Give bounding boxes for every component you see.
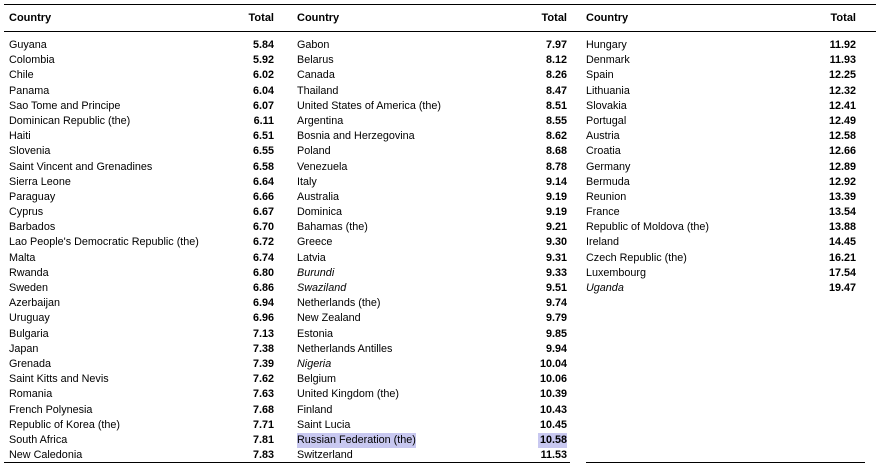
country-name: Saint Vincent and Grenadines bbox=[9, 160, 153, 173]
country-total: 10.39 bbox=[539, 388, 567, 401]
table-row bbox=[297, 448, 567, 463]
country-total: 7.97 bbox=[545, 39, 567, 51]
country-total: 6.64 bbox=[252, 175, 274, 188]
table-row bbox=[586, 220, 856, 235]
country-total: 8.78 bbox=[545, 160, 567, 173]
country-name: Thailand bbox=[297, 84, 339, 97]
country-name: Luxembourg bbox=[586, 266, 647, 279]
country-name: Lao People's Democratic Republic (the) bbox=[9, 236, 199, 249]
country-name: Rwanda bbox=[9, 266, 49, 279]
country-total: 6.72 bbox=[252, 236, 274, 249]
country-name: United States of America (the) bbox=[297, 99, 442, 112]
table-row bbox=[9, 418, 274, 433]
country-name: Chile bbox=[9, 69, 34, 82]
country-total: 17.54 bbox=[828, 266, 856, 279]
top-rule bbox=[4, 4, 876, 5]
country-total: 9.79 bbox=[545, 312, 567, 325]
rows bbox=[586, 38, 856, 296]
table-row bbox=[586, 129, 856, 144]
table-row bbox=[297, 129, 567, 144]
country-name: Colombia bbox=[9, 54, 55, 67]
table-row bbox=[297, 418, 567, 433]
bottom-rule-right bbox=[586, 462, 865, 463]
country-total: 9.30 bbox=[545, 236, 567, 249]
country-total: 10.04 bbox=[539, 357, 567, 370]
country-total: 6.07 bbox=[252, 99, 274, 112]
country-total: 6.51 bbox=[252, 130, 274, 143]
country-name: Uganda bbox=[586, 282, 624, 294]
country-total: 12.41 bbox=[828, 99, 856, 112]
table-row bbox=[297, 311, 567, 326]
country-name: Belgium bbox=[297, 373, 337, 386]
country-name: Cyprus bbox=[9, 206, 44, 219]
country-name: Slovenia bbox=[9, 145, 51, 158]
table-row bbox=[9, 114, 274, 129]
country-name: Switzerland bbox=[297, 449, 353, 462]
table-row bbox=[9, 84, 274, 99]
table-row bbox=[297, 190, 567, 205]
country-total: 6.55 bbox=[252, 145, 274, 158]
country-total: 7.81 bbox=[252, 433, 274, 446]
country-total: 12.58 bbox=[828, 130, 856, 143]
country-total: 6.86 bbox=[252, 282, 274, 294]
country-name: Burundi bbox=[297, 266, 335, 279]
table-row bbox=[9, 53, 274, 68]
table-row bbox=[9, 327, 274, 342]
country-total: 7.68 bbox=[252, 403, 274, 416]
country-name: Panama bbox=[9, 84, 50, 97]
country-total: 6.04 bbox=[252, 84, 274, 97]
table-row bbox=[586, 205, 856, 220]
table-row bbox=[297, 84, 567, 99]
column-header bbox=[9, 12, 274, 28]
country-name: Haiti bbox=[9, 130, 31, 143]
country-total: 10.43 bbox=[539, 403, 567, 416]
table-row bbox=[9, 342, 274, 357]
header-country: Country bbox=[586, 12, 629, 24]
country-total: 6.66 bbox=[252, 190, 274, 203]
country-total: 12.49 bbox=[828, 114, 856, 127]
country-total: 7.13 bbox=[252, 327, 274, 340]
country-total: 11.92 bbox=[829, 39, 856, 51]
country-total: 6.02 bbox=[252, 69, 274, 82]
column-header bbox=[297, 12, 567, 28]
country-name: Barbados bbox=[9, 221, 56, 234]
table-row bbox=[297, 372, 567, 387]
country-total: 9.74 bbox=[545, 297, 567, 310]
table-row bbox=[9, 235, 274, 250]
country-total: 13.88 bbox=[828, 221, 856, 234]
country-name: Croatia bbox=[586, 145, 621, 158]
country-name: Czech Republic (the) bbox=[586, 251, 687, 264]
country-name: Gabon bbox=[297, 39, 330, 51]
country-name: Swaziland bbox=[297, 282, 347, 294]
country-name: Grenada bbox=[9, 357, 52, 370]
table-row bbox=[586, 251, 856, 266]
country-name: French Polynesia bbox=[9, 403, 93, 416]
header-total: Total bbox=[248, 12, 274, 24]
table-row bbox=[297, 235, 567, 250]
table-row bbox=[9, 357, 274, 372]
table-row bbox=[297, 160, 567, 175]
country-name: Lithuania bbox=[586, 84, 630, 97]
table-row bbox=[9, 144, 274, 159]
table-row bbox=[297, 403, 567, 418]
table-row bbox=[9, 403, 274, 418]
country-name: Dominica bbox=[297, 206, 343, 219]
country-total: 10.06 bbox=[539, 373, 567, 386]
country-name: Spain bbox=[586, 69, 614, 82]
country-total: 10.58 bbox=[538, 433, 567, 448]
country-name: Italy bbox=[297, 175, 317, 188]
country-name: Uruguay bbox=[9, 312, 50, 325]
country-name: Bosnia and Herzegovina bbox=[297, 130, 415, 143]
table-row bbox=[586, 235, 856, 250]
table-row bbox=[586, 38, 856, 53]
country-name: Canada bbox=[297, 69, 335, 82]
country-total: 8.47 bbox=[545, 84, 567, 97]
country-name: Saint Kitts and Nevis bbox=[9, 373, 109, 386]
table-row bbox=[586, 84, 856, 99]
country-name: Latvia bbox=[297, 251, 326, 264]
country-total: 8.26 bbox=[545, 69, 567, 82]
table-row bbox=[9, 251, 274, 266]
country-total: 12.89 bbox=[828, 160, 856, 173]
table-row bbox=[9, 266, 274, 281]
country-name: Argentina bbox=[297, 114, 344, 127]
country-name: United Kingdom (the) bbox=[297, 388, 400, 401]
country-total: 6.67 bbox=[252, 206, 274, 219]
country-total: 8.55 bbox=[545, 114, 567, 127]
country-total: 7.71 bbox=[252, 418, 274, 431]
country-total: 9.19 bbox=[545, 206, 567, 219]
country-total: 8.62 bbox=[545, 130, 567, 143]
country-total: 12.66 bbox=[828, 145, 856, 158]
table-row bbox=[297, 266, 567, 281]
country-total: 8.68 bbox=[545, 145, 567, 158]
country-total: 7.63 bbox=[252, 388, 274, 401]
country-total: 8.12 bbox=[545, 54, 567, 67]
country-name: Ireland bbox=[586, 236, 620, 249]
table-row bbox=[586, 190, 856, 205]
table-row bbox=[586, 114, 856, 129]
country-name: Hungary bbox=[586, 39, 627, 51]
country-total: 9.19 bbox=[545, 190, 567, 203]
table-row bbox=[297, 342, 567, 357]
rows bbox=[9, 38, 274, 463]
table-row bbox=[586, 144, 856, 159]
table-row bbox=[297, 144, 567, 159]
country-name: Sao Tome and Principe bbox=[9, 99, 121, 112]
country-total: 6.94 bbox=[252, 297, 274, 310]
country-total: 9.31 bbox=[545, 251, 567, 264]
table-row bbox=[9, 205, 274, 220]
country-name: Poland bbox=[297, 145, 331, 158]
country-name: Estonia bbox=[297, 327, 334, 340]
table-row bbox=[297, 175, 567, 190]
country-total: 7.62 bbox=[252, 373, 274, 386]
header-total: Total bbox=[541, 12, 567, 24]
country-total: 9.94 bbox=[545, 342, 567, 355]
country-name: Bulgaria bbox=[9, 327, 49, 340]
country-name: Austria bbox=[586, 130, 620, 143]
table-row bbox=[9, 433, 274, 448]
table-row bbox=[586, 99, 856, 114]
table-row bbox=[9, 372, 274, 387]
header-country: Country bbox=[297, 12, 340, 24]
country-name: Saint Lucia bbox=[297, 418, 351, 431]
country-total: 6.96 bbox=[252, 312, 274, 325]
country-total: 14.45 bbox=[828, 236, 856, 249]
country-total: 11.53 bbox=[540, 449, 567, 462]
country-total: 9.14 bbox=[545, 175, 567, 188]
country-name: Sweden bbox=[9, 282, 49, 294]
header-rule bbox=[4, 31, 876, 32]
country-name: Reunion bbox=[586, 190, 627, 203]
country-name: Bahamas (the) bbox=[297, 221, 368, 234]
country-total: 10.45 bbox=[539, 418, 567, 431]
country-name: Romania bbox=[9, 388, 53, 401]
country-name: Nigeria bbox=[297, 357, 332, 370]
country-name: Slovakia bbox=[586, 99, 627, 112]
table-row bbox=[9, 296, 274, 311]
country-name: Guyana bbox=[9, 39, 47, 51]
country-name: Germany bbox=[586, 160, 631, 173]
table-row bbox=[297, 251, 567, 266]
country-name: New Zealand bbox=[297, 312, 361, 325]
country-total: 12.25 bbox=[828, 69, 856, 82]
table-row bbox=[586, 175, 856, 190]
country-total: 6.80 bbox=[252, 266, 274, 279]
table-row bbox=[9, 129, 274, 144]
country-name: Paraguay bbox=[9, 190, 56, 203]
table-row bbox=[297, 205, 567, 220]
country-name: Denmark bbox=[586, 54, 630, 67]
country-name: Russian Federation (the) bbox=[297, 433, 416, 448]
header-country: Country bbox=[9, 12, 52, 24]
table-row bbox=[297, 114, 567, 129]
table-row bbox=[586, 281, 856, 296]
country-name: Republic of Korea (the) bbox=[9, 418, 121, 431]
table-row bbox=[297, 99, 567, 114]
table-row bbox=[297, 433, 567, 448]
table-row bbox=[297, 327, 567, 342]
table-row bbox=[9, 190, 274, 205]
country-total: 12.32 bbox=[828, 84, 856, 97]
table-row bbox=[9, 220, 274, 235]
table-row bbox=[9, 38, 274, 53]
table-row bbox=[9, 160, 274, 175]
country-name: Bermuda bbox=[586, 175, 630, 188]
header-total: Total bbox=[830, 12, 856, 24]
country-total: 6.11 bbox=[253, 114, 274, 127]
table-row bbox=[297, 68, 567, 83]
country-total: 9.33 bbox=[545, 266, 567, 279]
country-total: 8.51 bbox=[545, 99, 567, 112]
country-total: 9.21 bbox=[545, 221, 567, 234]
country-total: 11.93 bbox=[829, 54, 856, 67]
country-name: Malta bbox=[9, 251, 36, 264]
country-name: Japan bbox=[9, 342, 39, 355]
table-row bbox=[297, 38, 567, 53]
table-row bbox=[9, 281, 274, 296]
country-total: 6.70 bbox=[252, 221, 274, 234]
country-total: 19.47 bbox=[828, 282, 856, 294]
country-total: 7.38 bbox=[252, 342, 274, 355]
country-total: 6.58 bbox=[252, 160, 274, 173]
table-row bbox=[586, 266, 856, 281]
table-row bbox=[586, 68, 856, 83]
country-name: Australia bbox=[297, 190, 340, 203]
country-name: Netherlands Antilles bbox=[297, 342, 393, 355]
country-name: Republic of Moldova (the) bbox=[586, 221, 710, 234]
country-name: Dominican Republic (the) bbox=[9, 114, 131, 127]
country-name: Netherlands (the) bbox=[297, 297, 381, 310]
rows bbox=[297, 38, 567, 463]
table-row bbox=[9, 448, 274, 463]
table-row bbox=[9, 175, 274, 190]
country-total: 7.83 bbox=[252, 449, 274, 462]
table-row bbox=[297, 53, 567, 68]
country-total: 5.92 bbox=[252, 54, 274, 67]
country-total: 13.39 bbox=[828, 190, 856, 203]
country-name: Venezuela bbox=[297, 160, 348, 173]
country-name: Portugal bbox=[586, 114, 627, 127]
country-total: 6.74 bbox=[252, 251, 274, 264]
table-row bbox=[586, 160, 856, 175]
country-name: New Caledonia bbox=[9, 449, 83, 462]
table-row bbox=[297, 281, 567, 296]
country-total: 16.21 bbox=[828, 251, 856, 264]
country-total: 13.54 bbox=[828, 206, 856, 219]
table-row bbox=[9, 68, 274, 83]
table-row bbox=[297, 296, 567, 311]
country-name: Belarus bbox=[297, 54, 334, 67]
country-total: 12.92 bbox=[828, 175, 856, 188]
country-name: France bbox=[586, 206, 620, 219]
table-row bbox=[297, 220, 567, 235]
country-name: South Africa bbox=[9, 433, 68, 446]
country-name: Finland bbox=[297, 403, 333, 416]
table-row bbox=[9, 311, 274, 326]
country-name: Greece bbox=[297, 236, 333, 249]
country-name: Sierra Leone bbox=[9, 175, 71, 188]
country-total: 5.84 bbox=[252, 39, 274, 51]
table-row bbox=[9, 99, 274, 114]
table-row bbox=[9, 387, 274, 402]
column-header bbox=[586, 12, 856, 28]
table-row bbox=[297, 387, 567, 402]
table-row bbox=[586, 53, 856, 68]
table-row bbox=[297, 357, 567, 372]
country-name: Azerbaijan bbox=[9, 297, 61, 310]
country-total: 7.39 bbox=[252, 357, 274, 370]
country-total: 9.51 bbox=[545, 282, 567, 294]
country-total: 9.85 bbox=[545, 327, 567, 340]
